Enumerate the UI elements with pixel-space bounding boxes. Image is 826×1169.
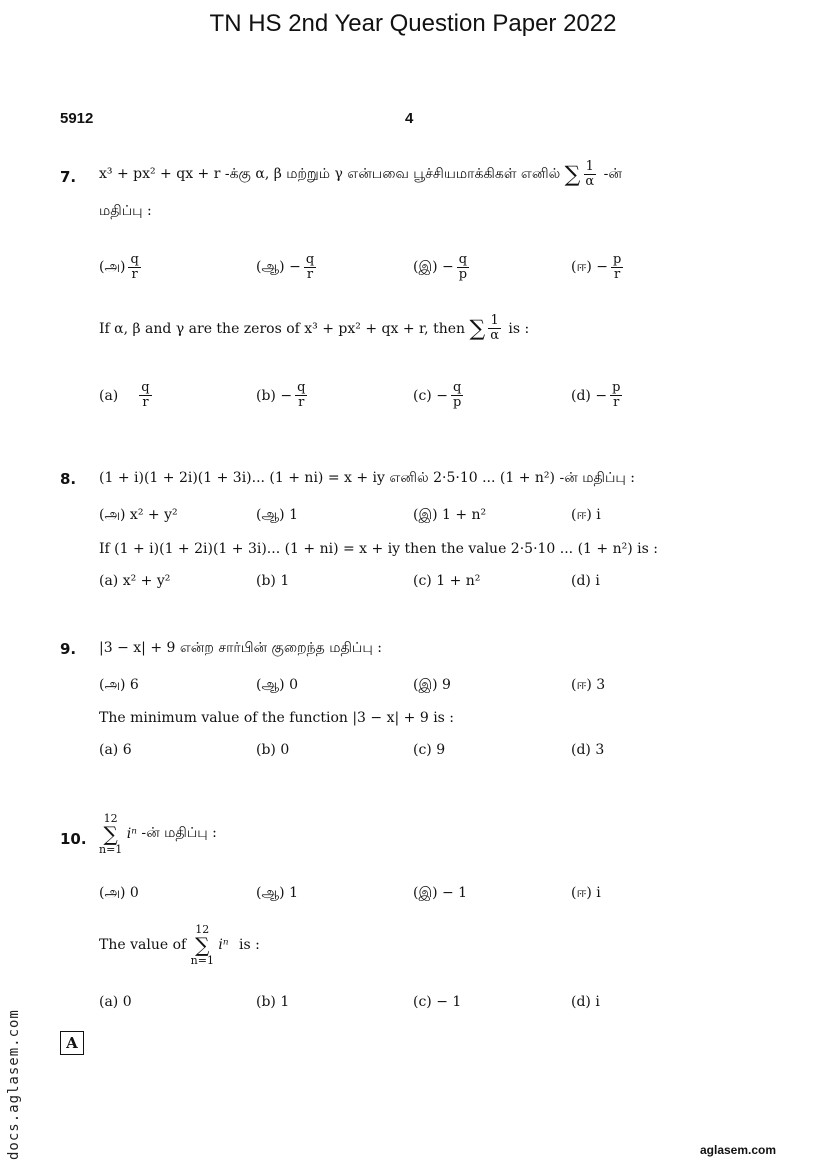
question-9-tamil-option-b: (ஆ) 0 [256,677,298,693]
fraction-numerator: p [612,252,622,267]
question-9-option-d: (d) 3 [571,742,605,758]
question-7-english [99,314,529,344]
sigma-icon: ∑ [564,162,581,188]
page-title: TN HS 2nd Year Question Paper 2022 [209,10,617,37]
question-9-option-c: (c) 9 [413,742,446,758]
option-label: (ஈ) − [571,258,608,275]
fraction-denominator: α [585,174,595,190]
fraction-numerator: 1 [585,159,594,174]
option-label: (a) [99,387,119,404]
option-label: (இ) − [413,258,454,275]
fraction-numerator: q [458,252,468,267]
question-8-tamil-option-d: (ஈ) i [571,507,601,523]
question-number-10: 10. [60,830,87,848]
question-9-option-a: (a) 6 [99,742,132,758]
option-fraction [451,381,463,411]
fraction-denominator: r [306,267,314,283]
fraction-numerator: 1 [490,313,499,328]
fraction-denominator: r [613,395,620,411]
option-fraction [128,253,140,283]
summation-term: iⁿ [218,937,229,953]
fraction-denominator: r [298,395,305,411]
fraction-numerator: q [452,380,462,395]
summation-lower-limit: n=1 [99,843,123,856]
summation-term: iⁿ [126,826,137,842]
question-10-tamil-option-c: (இ) − 1 [413,885,468,901]
question-10-tamil-option-d: (ஈ) i [571,885,601,901]
summation-upper-limit: 12 [103,812,118,825]
option-fraction [611,253,623,283]
question-10-english-suffix: is : [239,937,260,953]
option-label: (ஆ) − [256,258,301,275]
question-10-tamil-option-b: (ஆ) 1 [256,885,298,901]
question-10-english-text: The value of [99,937,187,953]
question-10-option-b: (b) 1 [256,994,290,1010]
question-9-tamil-option-a: (அ) 6 [99,677,139,693]
fraction-denominator: α [490,328,499,344]
question-7-option-d [571,381,625,411]
question-10-tamil-text: -ன் மதிப்பு : [141,825,217,841]
option-fraction [295,381,307,411]
question-7-sum-fraction [583,160,596,190]
paper-code: 5912 [60,110,94,127]
summation-upper-limit: 12 [195,923,210,936]
sigma-icon: ∑ [469,316,486,342]
fraction-numerator: q [130,252,139,267]
brand-footer: aglasem.com [700,1143,777,1157]
question-7-tamil-option-b [256,253,319,283]
question-9-tamil-option-c: (இ) 9 [413,677,451,693]
option-fraction [139,381,151,411]
question-8-tamil-option-b: (ஆ) 1 [256,507,298,523]
question-8-option-d: (d) i [571,573,600,589]
question-7-tamil-text: x³ + px² + qx + r -க்கு α, β மற்றும் γ என்பவை பூச்சியமாக்கிகள் எனில் [99,165,561,182]
question-number-8: 8. [60,470,77,488]
fraction-denominator: r [142,395,149,411]
fraction-numerator: q [297,380,306,395]
question-7-option-b [256,381,310,411]
question-number-9: 9. [60,640,77,658]
question-7-tamil [99,160,622,190]
fraction-numerator: q [141,380,150,395]
question-7-tamil-option-c [413,253,472,283]
fraction-denominator: r [614,267,621,283]
option-label: (b) − [256,387,293,404]
question-8-tamil: (1 + i)(1 + 2i)(1 + 3i)... (1 + ni) = x + iy எனில் 2·5·10 ... (1 + n²) -ன் மதிப்பு : [99,470,635,486]
question-10-option-c: (c) − 1 [413,994,462,1010]
question-8-tamil-option-a: (அ) x² + y² [99,507,178,523]
question-8-tamil-option-c: (இ) 1 + n² [413,507,487,523]
question-9-tamil: |3 − x| + 9 என்ற சார்பின் குறைந்த மதிப்பு : [99,640,382,656]
question-7-english-text: If α, β and γ are the zeros of x³ + px² + qx + r, then [99,320,466,337]
option-fraction [610,381,622,411]
question-7-sum-fraction [488,314,501,344]
option-label: (c) − [413,387,448,404]
option-label: (அ) [99,258,126,275]
question-9-option-b: (b) 0 [256,742,290,758]
question-10-tamil-option-a: (அ) 0 [99,885,139,901]
question-7-option-c [413,381,466,411]
question-9-english: The minimum value of the function |3 − x| + 9 is : [99,710,455,726]
question-number-7: 7. [60,168,77,186]
page-number: 4 [405,110,414,127]
question-7-english-suffix: is : [508,320,530,337]
question-9-tamil-option-d: (ஈ) 3 [571,677,606,693]
option-fraction [457,253,469,283]
side-watermark-url: docs.aglasem.com [6,1009,22,1160]
sigma-icon: ∑ [103,822,118,846]
question-10-option-d: (d) i [571,994,600,1010]
fraction-denominator: r [131,267,138,283]
question-10-option-a: (a) 0 [99,994,132,1010]
summation-symbol [99,813,122,855]
sigma-icon: ∑ [195,933,210,957]
question-10-english [99,924,260,966]
summation-lower-limit: n=1 [190,954,214,967]
question-8-option-a: (a) x² + y² [99,573,171,589]
question-7-tamil-suffix: -ன் [603,165,622,182]
option-label: (d) − [571,387,608,404]
question-8-english: If (1 + i)(1 + 2i)(1 + 3i)... (1 + ni) = x + iy then the value 2·5·10 ... (1 + n²) is : [99,541,658,557]
fraction-numerator: p [612,380,621,395]
fraction-numerator: q [305,252,315,267]
booklet-type-box: A [60,1031,84,1055]
question-7-tamil-option-d [571,253,626,283]
question-8-option-b: (b) 1 [256,573,290,589]
question-7-tamil-cont: மதிப்பு : [99,203,152,219]
summation-symbol [191,924,214,966]
question-10-tamil [99,813,217,855]
question-8-option-c: (c) 1 + n² [413,573,481,589]
question-7-option-a [99,381,155,411]
fraction-denominator: p [458,267,468,283]
fraction-denominator: p [452,395,462,411]
question-7-tamil-option-a [99,253,144,283]
option-fraction [304,253,316,283]
